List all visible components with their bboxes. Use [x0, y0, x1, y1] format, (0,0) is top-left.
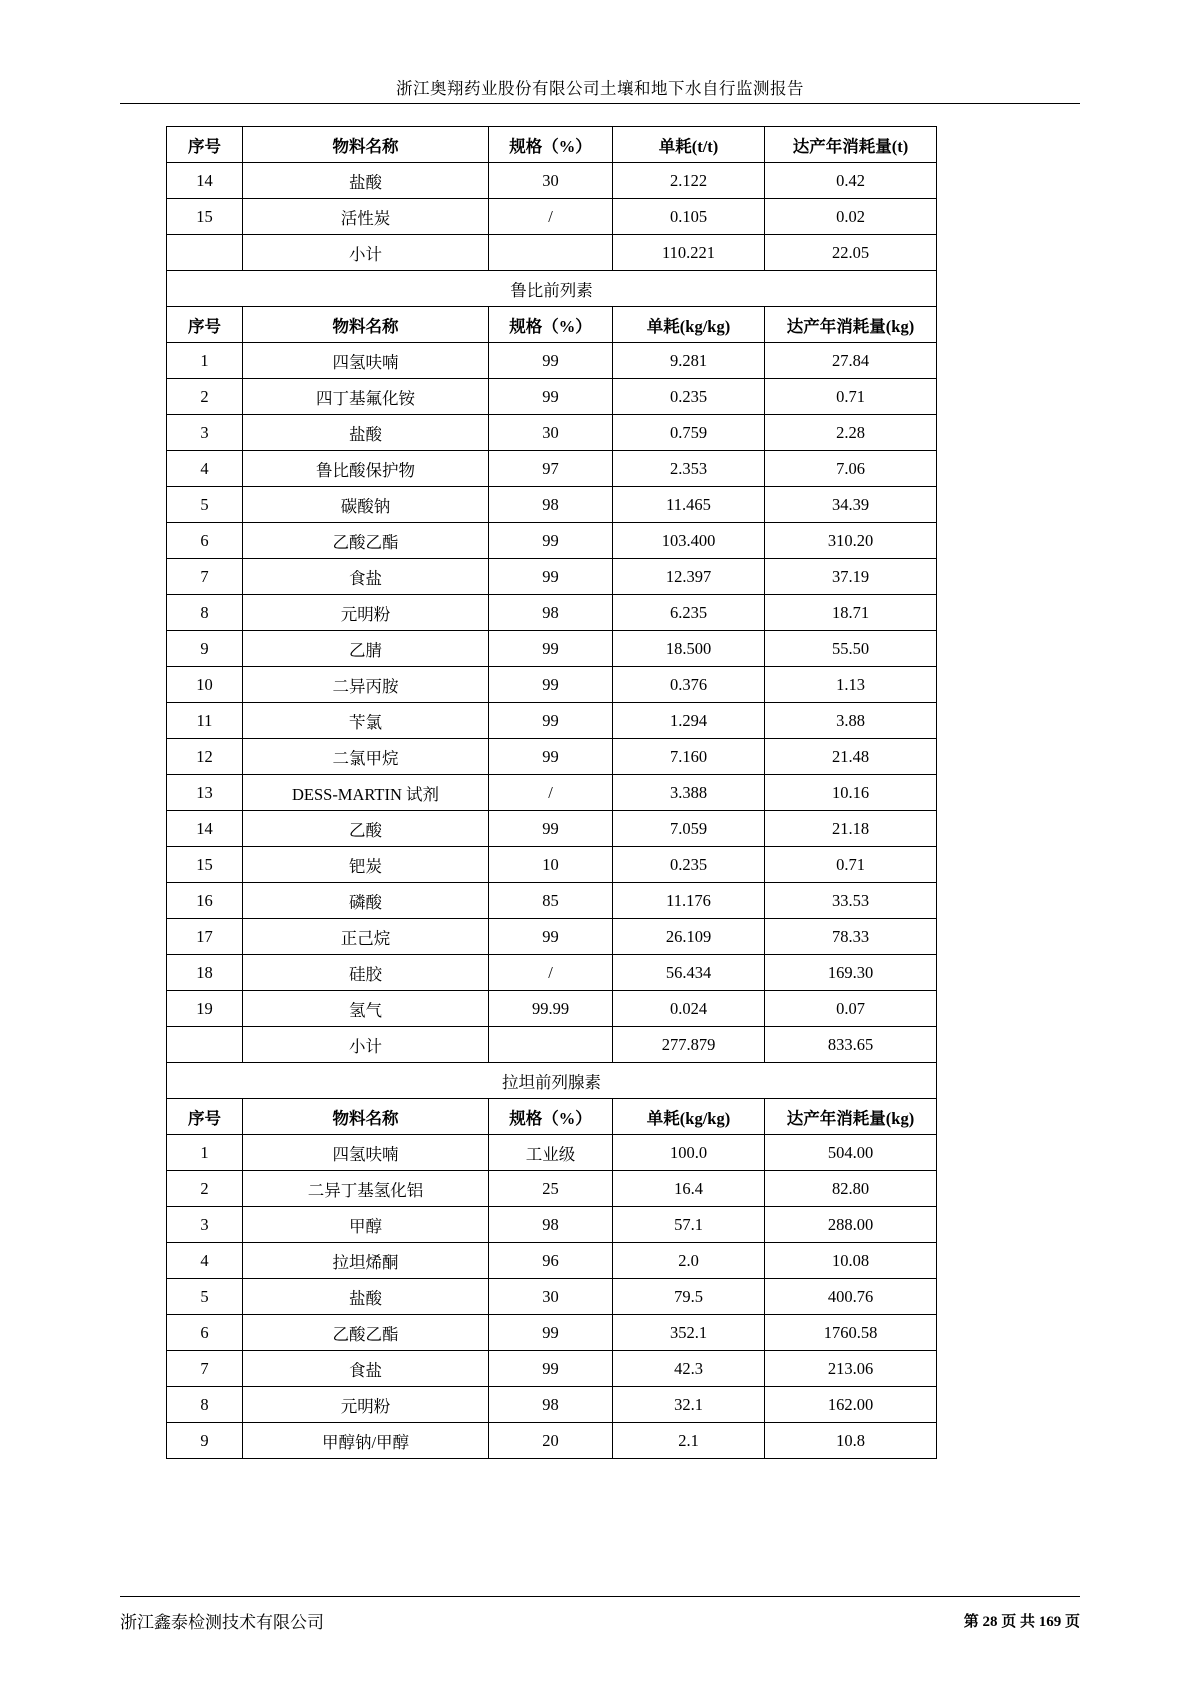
table-header-cell: 规格（%）: [489, 1099, 613, 1135]
table-cell: 8: [167, 1387, 243, 1423]
table-cell: 12.397: [613, 559, 765, 595]
table-cell: 乙酸乙酯: [243, 1315, 489, 1351]
table-cell: 25: [489, 1171, 613, 1207]
table-cell: 0.024: [613, 991, 765, 1027]
table-cell: [489, 235, 613, 271]
table-header-cell: 序号: [167, 127, 243, 163]
table-cell: 0.759: [613, 415, 765, 451]
table-cell: 13: [167, 775, 243, 811]
table-row: [167, 523, 937, 559]
table-cell: 99: [489, 811, 613, 847]
table-header-cell: 物料名称: [243, 1099, 489, 1135]
table-cell: 82.80: [765, 1171, 937, 1207]
table-cell: 99: [489, 667, 613, 703]
footer-divider: [120, 1596, 1080, 1597]
table-cell: 11.465: [613, 487, 765, 523]
table-cell: 400.76: [765, 1279, 937, 1315]
table-cell: [489, 1027, 613, 1063]
table-cell: 110.221: [613, 235, 765, 271]
table-cell: 鲁比酸保护物: [243, 451, 489, 487]
table-header-cell: 达产年消耗量(kg): [765, 307, 937, 343]
table-row: [167, 991, 937, 1027]
table-cell: 6: [167, 523, 243, 559]
table-cell: 55.50: [765, 631, 937, 667]
table-cell: 98: [489, 1207, 613, 1243]
table-cell: 22.05: [765, 235, 937, 271]
table-cell: 5: [167, 1279, 243, 1315]
table-cell: 30: [489, 1279, 613, 1315]
table-cell: 85: [489, 883, 613, 919]
table-cell: /: [489, 955, 613, 991]
table-row: [167, 235, 937, 271]
table-header-cell: 规格（%）: [489, 127, 613, 163]
table-cell: 2.0: [613, 1243, 765, 1279]
table-cell: 苄氯: [243, 703, 489, 739]
table-cell: 103.400: [613, 523, 765, 559]
footer-page-prefix: 第: [963, 1614, 979, 1630]
table-cell: 99: [489, 343, 613, 379]
table-cell: 30: [489, 415, 613, 451]
table-row: [167, 883, 937, 919]
table-cell: [167, 235, 243, 271]
table-row: [167, 1207, 937, 1243]
table-cell: 34.39: [765, 487, 937, 523]
table-row: [167, 595, 937, 631]
table-row: [167, 847, 937, 883]
table-cell: 2: [167, 379, 243, 415]
table-cell: 1: [167, 343, 243, 379]
table-row: [167, 415, 937, 451]
table-cell: 16: [167, 883, 243, 919]
table-cell: 3.388: [613, 775, 765, 811]
table-cell: 11: [167, 703, 243, 739]
table-cell: 8: [167, 595, 243, 631]
header-divider: [120, 103, 1080, 104]
table-cell: 0.376: [613, 667, 765, 703]
table-cell: 7: [167, 559, 243, 595]
table-cell: 20: [489, 1423, 613, 1459]
table-cell: [167, 1027, 243, 1063]
table-cell: 18: [167, 955, 243, 991]
table-header-cell: 规格（%）: [489, 307, 613, 343]
table-cell: 21.48: [765, 739, 937, 775]
table-cell: 99: [489, 703, 613, 739]
table-cell: 162.00: [765, 1387, 937, 1423]
table-cell: 98: [489, 487, 613, 523]
table-cell: 79.5: [613, 1279, 765, 1315]
table-cell: 二氯甲烷: [243, 739, 489, 775]
table-cell: 盐酸: [243, 415, 489, 451]
table-cell: 7.059: [613, 811, 765, 847]
table-cell: 9.281: [613, 343, 765, 379]
table-cell: 213.06: [765, 1351, 937, 1387]
table-cell: 56.434: [613, 955, 765, 991]
footer-company: 浙江鑫泰检测技术有限公司: [120, 1613, 324, 1632]
table-cell: 4: [167, 451, 243, 487]
section-title-row-lubiprostone-label: 鲁比前列素: [167, 271, 937, 307]
table-cell: 98: [489, 1387, 613, 1423]
table-cell: 工业级: [489, 1135, 613, 1171]
table-row: [167, 703, 937, 739]
table-cell: 磷酸: [243, 883, 489, 919]
table-cell: 10: [167, 667, 243, 703]
table-header-cell: 达产年消耗量(t): [765, 127, 937, 163]
table-cell: 14: [167, 163, 243, 199]
material-consumption-table-wrap: [166, 126, 936, 1459]
table-header-cell: 达产年消耗量(kg): [765, 1099, 937, 1135]
table-cell: 二异丙胺: [243, 667, 489, 703]
table-cell: 310.20: [765, 523, 937, 559]
table-cell: DESS-MARTIN 试剂: [243, 775, 489, 811]
table-cell: 钯炭: [243, 847, 489, 883]
table-cell: /: [489, 775, 613, 811]
table-row: [167, 1135, 937, 1171]
table-cell: 2.28: [765, 415, 937, 451]
table-cell: 12: [167, 739, 243, 775]
table-row: [167, 559, 937, 595]
table-cell: 18.500: [613, 631, 765, 667]
table-cell: 2.122: [613, 163, 765, 199]
table-row: [167, 631, 937, 667]
table-cell: 5: [167, 487, 243, 523]
table-cell: 33.53: [765, 883, 937, 919]
table-cell: 99: [489, 1315, 613, 1351]
table-cell: 15: [167, 199, 243, 235]
table-cell: 盐酸: [243, 163, 489, 199]
table-row: [167, 1171, 937, 1207]
table-cell: 2.353: [613, 451, 765, 487]
table-cell: 活性炭: [243, 199, 489, 235]
table-cell: 7: [167, 1351, 243, 1387]
footer-page-mid: 页 共: [1001, 1614, 1035, 1630]
table-row: [167, 739, 937, 775]
table-row: [167, 451, 937, 487]
table-row: [167, 955, 937, 991]
section-title-row-latanoprost: [167, 1063, 937, 1099]
table-header-cell: 物料名称: [243, 307, 489, 343]
table-cell: 0.71: [765, 847, 937, 883]
table-cell: 氢气: [243, 991, 489, 1027]
table-row: [167, 1423, 937, 1459]
table-cell: 乙酸: [243, 811, 489, 847]
table-cell: 3.88: [765, 703, 937, 739]
table-row: [167, 775, 937, 811]
table-header-cell: 物料名称: [243, 127, 489, 163]
table-cell: 99: [489, 1351, 613, 1387]
table-cell: 四氢呋喃: [243, 343, 489, 379]
table-row: [167, 1351, 937, 1387]
table-row: [167, 1387, 937, 1423]
table-header-cell: 序号: [167, 1099, 243, 1135]
table-cell: 7.06: [765, 451, 937, 487]
table-cell: 9: [167, 631, 243, 667]
table-cell: 四氢呋喃: [243, 1135, 489, 1171]
table-row: [167, 1027, 937, 1063]
table-cell: 二异丁基氢化铝: [243, 1171, 489, 1207]
table-cell: 6: [167, 1315, 243, 1351]
table-cell: 3: [167, 415, 243, 451]
table-cell: 0.71: [765, 379, 937, 415]
table-cell: 0.07: [765, 991, 937, 1027]
table-cell: 4: [167, 1243, 243, 1279]
table-cell: 99: [489, 559, 613, 595]
table-row: [167, 163, 937, 199]
table-cell: 288.00: [765, 1207, 937, 1243]
table-header-row: [167, 1099, 937, 1135]
table-cell: 0.235: [613, 847, 765, 883]
table-row: [167, 379, 937, 415]
table-header-cell: 单耗(t/t): [613, 127, 765, 163]
table-cell: 504.00: [765, 1135, 937, 1171]
table-cell: 97: [489, 451, 613, 487]
table-cell: 78.33: [765, 919, 937, 955]
table-cell: 碳酸钠: [243, 487, 489, 523]
table-cell: 小计: [243, 1027, 489, 1063]
table-header-cell: 单耗(kg/kg): [613, 1099, 765, 1135]
table-cell: 99: [489, 631, 613, 667]
table-cell: 26.109: [613, 919, 765, 955]
table-cell: 7.160: [613, 739, 765, 775]
table-cell: 14: [167, 811, 243, 847]
footer-pagination: [964, 1610, 1080, 1631]
table-cell: 16.4: [613, 1171, 765, 1207]
table-cell: 食盐: [243, 559, 489, 595]
table-cell: 17: [167, 919, 243, 955]
table-cell: 833.65: [765, 1027, 937, 1063]
table-cell: 甲醇钠/甲醇: [243, 1423, 489, 1459]
table-cell: 正己烷: [243, 919, 489, 955]
table-cell: 0.02: [765, 199, 937, 235]
table-row: [167, 811, 937, 847]
table-cell: 100.0: [613, 1135, 765, 1171]
table-row: [167, 199, 937, 235]
table-cell: 2: [167, 1171, 243, 1207]
table-cell: 1760.58: [765, 1315, 937, 1351]
table-cell: 0.105: [613, 199, 765, 235]
page-footer: [120, 1596, 1080, 1636]
material-consumption-table: [166, 126, 937, 1459]
table-cell: 42.3: [613, 1351, 765, 1387]
table-cell: 99: [489, 919, 613, 955]
table-cell: 98: [489, 595, 613, 631]
table-cell: 21.18: [765, 811, 937, 847]
table-cell: 0.42: [765, 163, 937, 199]
table-cell: 30: [489, 163, 613, 199]
table-cell: 1.294: [613, 703, 765, 739]
table-cell: 硅胶: [243, 955, 489, 991]
table-cell: 277.879: [613, 1027, 765, 1063]
table-cell: 99: [489, 523, 613, 559]
table-cell: 32.1: [613, 1387, 765, 1423]
table-cell: 37.19: [765, 559, 937, 595]
table-cell: 盐酸: [243, 1279, 489, 1315]
table-cell: /: [489, 199, 613, 235]
table-cell: 0.235: [613, 379, 765, 415]
table-cell: 小计: [243, 235, 489, 271]
table-row: [167, 343, 937, 379]
table-cell: 10: [489, 847, 613, 883]
table-cell: 18.71: [765, 595, 937, 631]
table-cell: 19: [167, 991, 243, 1027]
table-cell: 乙酸乙酯: [243, 523, 489, 559]
table-row: [167, 1315, 937, 1351]
table-header-cell: 单耗(kg/kg): [613, 307, 765, 343]
table-cell: 甲醇: [243, 1207, 489, 1243]
table-cell: 10.16: [765, 775, 937, 811]
table-row: [167, 1243, 937, 1279]
table-cell: 57.1: [613, 1207, 765, 1243]
table-row: [167, 1279, 937, 1315]
table-header-row: [167, 307, 937, 343]
table-header-cell: 序号: [167, 307, 243, 343]
section-title-row-latanoprost-label: 拉坦前列腺素: [167, 1063, 937, 1099]
table-cell: 99: [489, 379, 613, 415]
table-cell: 27.84: [765, 343, 937, 379]
header-title: 浙江奥翔药业股份有限公司土壤和地下水自行监测报告: [396, 79, 804, 98]
footer-page-number: 28: [982, 1614, 998, 1630]
table-row: [167, 667, 937, 703]
table-cell: 食盐: [243, 1351, 489, 1387]
table-row: [167, 919, 937, 955]
table-cell: 3: [167, 1207, 243, 1243]
table-cell: 1: [167, 1135, 243, 1171]
table-cell: 拉坦烯酮: [243, 1243, 489, 1279]
table-header-row: [167, 127, 937, 163]
table-cell: 10.08: [765, 1243, 937, 1279]
table-cell: 1.13: [765, 667, 937, 703]
table-body: [167, 127, 937, 1459]
table-cell: 99.99: [489, 991, 613, 1027]
table-cell: 9: [167, 1423, 243, 1459]
table-cell: 10.8: [765, 1423, 937, 1459]
table-cell: 15: [167, 847, 243, 883]
table-cell: 169.30: [765, 955, 937, 991]
table-cell: 乙腈: [243, 631, 489, 667]
table-cell: 11.176: [613, 883, 765, 919]
table-cell: 元明粉: [243, 595, 489, 631]
table-cell: 96: [489, 1243, 613, 1279]
page-header: [120, 78, 1080, 99]
footer-total-pages: 169: [1038, 1614, 1062, 1630]
table-cell: 四丁基氟化铵: [243, 379, 489, 415]
table-cell: 352.1: [613, 1315, 765, 1351]
table-cell: 99: [489, 739, 613, 775]
table-row: [167, 487, 937, 523]
table-cell: 6.235: [613, 595, 765, 631]
table-cell: 元明粉: [243, 1387, 489, 1423]
table-cell: 2.1: [613, 1423, 765, 1459]
section-title-row-lubiprostone: [167, 271, 937, 307]
footer-page-suffix: 页: [1064, 1614, 1080, 1630]
